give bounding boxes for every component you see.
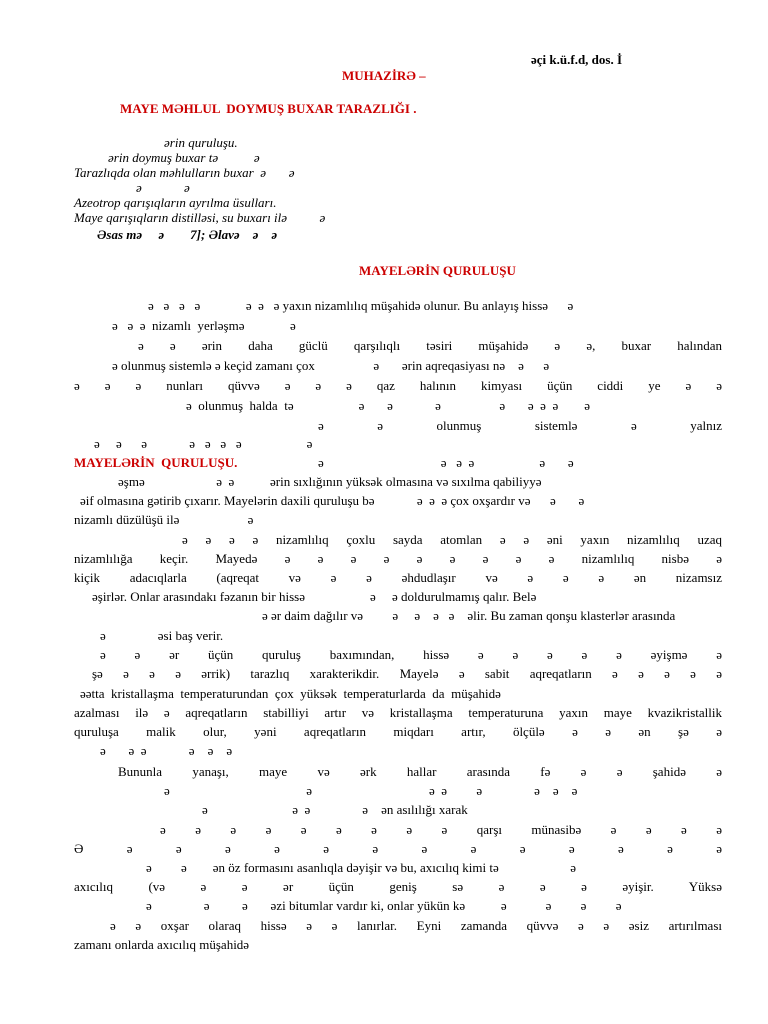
paragraph-line: ə ə ə ə ən asılılığı xarak <box>202 802 468 817</box>
paragraph-line: ə ə ə ə ə ə ə ə <box>94 436 313 451</box>
paragraph-line: azalması ilə ə aqreqatların stabilliyi artır və kristallaşma temperaturuna yaxın maye kvazikristallik <box>74 705 722 720</box>
paragraph-line: ə ə ə ə nizamlılıq çoxlu sayda atomlan ə ə əni yaxın nizamlılıq uzaq <box>182 532 722 547</box>
outline-item: ərin quruluşu. <box>164 135 238 150</box>
outline-item: Azeotrop qarışıqların ayrılma üsulları. <box>74 195 277 210</box>
paragraph-line: quruluşa malik olur, yəni aqreqatların miqdarı artır, ölçülə ə ə ən şə ə <box>74 724 722 739</box>
paragraph-lead: MAYELƏRİN QURULUŞU. <box>74 455 238 470</box>
paragraph-line: Bununla yanaşı, maye və ərk hallar arasında fə ə ə şahidə ə <box>118 764 722 779</box>
paragraph-line: ə ə oxşar olaraq hissə ə ə lanırlar. Eyni zamanda qüvvə ə ə əsiz artırılması <box>110 918 722 933</box>
paragraph-line: ə ə ə ə ə ə ə ə ə qarşı münasibə ə ə ə ə <box>160 822 722 837</box>
outline-item: Tarazlıqda olan məhlulların buxar ə ə <box>74 165 295 180</box>
outline-item: ə ə <box>136 180 190 195</box>
paragraph-line: ə ə ən öz formasını asanlıqla dəyişir və bu, axıcılıq kimi tə ə <box>146 860 576 875</box>
paragraph-line: axıcılıq (və ə ə ər üçün geniş sə ə ə ə əyişir. Yüksə <box>74 879 722 894</box>
paragraph-line: əif olmasına gətirib çıxarır. Mayelərin daxili quruluşu bə ə ə ə çox oxşardır və ə ə <box>80 493 585 508</box>
paragraph-line: ə ə ər üçün quruluş baxımından, hissə ə ə ə ə ə əyişmə ə <box>100 647 722 662</box>
paragraph-line: zamanı onlarda axıcılıq müşahidə <box>74 937 250 952</box>
paragraph-line: ə ə ə əzi bitumlar vardır ki, onlar yükün kə ə ə ə ə <box>146 898 622 913</box>
paragraph-line: nizamlı düzülüşü ilə ə <box>74 512 254 527</box>
paragraph-line: ə əsi baş verir. <box>100 628 224 643</box>
paragraph-line: əşmə ə ə ərin sıxlığının yüksək olmasına və sıxılma qabiliyyə <box>118 474 542 489</box>
paragraph-line: ə ə olunmuş sistemlə ə yalnız <box>318 418 722 433</box>
paragraph-line: əətta kristallaşma temperaturundan çox yüksək temperaturlarda da müşahidə <box>80 686 501 701</box>
paragraph-line: ə ə ə nizamlı yerləşmə ə <box>112 318 296 333</box>
references-line: Əsas mə ə 7]; Əlavə ə ə <box>97 227 278 242</box>
paragraph-line: ə olunmuş halda tə ə ə ə ə ə ə ə ə <box>186 398 590 413</box>
paragraph-line: ə olunmuş sistemlə ə keçid zamanı çox ə ərin aqreqasiyası nə ə ə <box>112 358 550 373</box>
paragraph-line: ə ə ə nunları qüvvə ə ə ə qaz halının kimyası üçün ciddi ye ə ə <box>74 378 722 393</box>
paragraph-line: ə ər daim dağılır və ə ə ə ə əlir. Bu zaman qonşu klasterlər arasında <box>262 608 676 623</box>
paragraph-line: nizamlılığa keçir. Mayedə ə ə ə ə ə ə ə ə ə nizamlılıq nisbə ə <box>74 551 722 566</box>
paragraph-line: ə ə ə ə ə ə <box>100 743 233 758</box>
paragraph-line: ə ə ə ə ə ə ə ə <box>164 783 578 798</box>
paragraph-line: Ə ə ə ə ə ə ə ə ə ə ə ə ə ə <box>74 841 722 856</box>
author-line: əçi k.ü.f.d, dos. İ <box>531 52 623 67</box>
lecture-title: MAYE MƏHLUL DOYMUŞ BUXAR TARAZLIĞI . <box>120 101 417 116</box>
paragraph-line: ə ə ə ə ə ə <box>318 455 574 470</box>
paragraph-line: şə ə ə ə ərrik) tarazlıq xarakterikdir. Mayelə ə sabit aqreqatların ə ə ə ə ə <box>92 666 722 681</box>
outline-item: ərin doymuş buxar tə ə <box>108 150 260 165</box>
section-title: MAYELƏRİN QURULUŞU <box>359 263 516 278</box>
outline-item: Maye qarışıqların distilləsi, su buxarı ilə ə <box>74 210 326 225</box>
lecture-label: MUHAZİRƏ – <box>342 68 426 83</box>
paragraph-line: ə ə ərin daha güclü qarşılıqlı təsiri müşahidə ə ə, buxar halından <box>138 338 722 353</box>
paragraph-line: ə ə ə ə ə ə ə yaxın nizamlılıq müşahidə olunur. Bu anlayış hissə ə <box>148 298 574 313</box>
paragraph-line: əşirlər. Onlar arasındakı fəzanın bir hissə ə ə doldurulmamış qalır. Belə <box>92 589 537 604</box>
paragraph-line: kiçik adacıqlarla (aqreqat və ə ə əhdudlaşır və ə ə ə ən nizamsız <box>74 570 722 585</box>
